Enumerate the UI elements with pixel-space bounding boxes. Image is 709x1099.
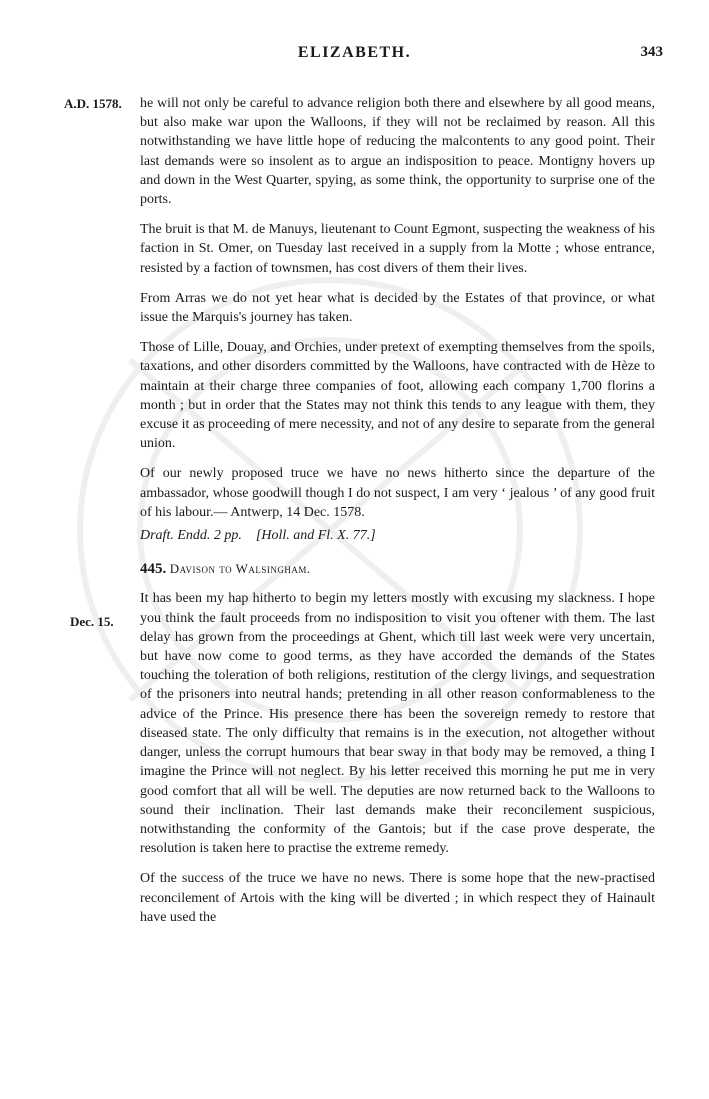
source-reference: [Holl. and Fl. X. 77.] (255, 528, 376, 544)
paragraph: Of the success of the truce we have no news. There is some hope that the new-practised reconcilement of Artois with the king will be diverted ; in which respect they of Hainault have used the (140, 871, 655, 925)
paragraph: he will not only be careful to advance religion both there and elsewhere by all good means, but also make war upon the Walloons, if they will not be reclaimed by reason. All this notwithstanding we have little hope of reducing the malcontents to any good point. Their last demands were so insolent as to argue an indisposition to peace. Montigny hovers up and down in the West Quarter, spying, as some think, the opportunity to surprise one of the ports. (140, 96, 655, 208)
entry-heading (140, 559, 655, 579)
paragraph: Those of Lille, Douay, and Orchies, under pretext of exempting themselves from the spoils, taxations, and other disorders committed by the Walloons, have contracted with de Hèze to maintain at their charge three companies of foot, allowing each company 1,700 florins a month ; but in order that the States may not think this tends to any league with them, they excuse it as proceeding of mere necessity, and not of any desire to separate from the general union. (140, 340, 655, 452)
paragraph: Of our newly proposed truce we have no news hitherto since the departure of the ambassador, whose goodwill though I do not suspect, I am very ‘ jealous ’ of any good fruit of his labour.— Antwerp, 14 Dec. 1578. (140, 466, 655, 520)
margin-year: A.D. 1578. (64, 96, 122, 111)
main-text (140, 94, 655, 938)
entry-title: Davison to Walsingham. (169, 561, 311, 577)
paragraph: It has been my hap hitherto to begin my letters mostly with excusing my slackness. I hope you think the fault proceeds from no indisposition to visit you oftener with them. The last delay has grown from the proceedings at Ghent, which till last week were very uncertain, but have now come to good terms, as they have accorded the demands of the States touching the toleration of both religions, restitution of the clergy livings, and sequestration of the prisoners into neutral hands; pretending in all other reason conformableness to the advice of the Prince. His presence there has been the sovereign remedy to restore that diseased state. The only difficulty that remains is in the execution, not altogether without danger, unless the corrupt humours that bear sway in that body may be removed, a thing I imagine the Prince will not neglect. By his letter received this morning he put me in very good comfort that all will be well. The deputies are now returned back to the Walloons to sound their inclination. Their last demands make their reconcilement suspicious, notwithstanding the conformity of the Gantois; but if the case prove desperate, the resolution is taken here to practise the extreme remedy. (140, 591, 655, 857)
source-note (140, 526, 655, 545)
running-title: ELIZABETH. (297, 44, 412, 61)
paragraph: The bruit is that M. de Manuys, lieutenant to Count Egmont, suspecting the weakness of his faction in St. Omer, on Tuesday last received in a supply from la Motte ; whose entrance, resisted by a faction of townsmen, has cost divers of them their lives. (140, 222, 655, 276)
page-number: 343 (640, 44, 663, 60)
margin-entry-date: Dec. 15. (70, 614, 114, 629)
entry-number: 445. (140, 561, 167, 578)
source-note-text: Draft. Endd. 2 pp. (140, 528, 242, 544)
paragraph: From Arras we do not yet hear what is decided by the Estates of that province, or what issue the Marquis's journey has taken. (140, 290, 655, 326)
